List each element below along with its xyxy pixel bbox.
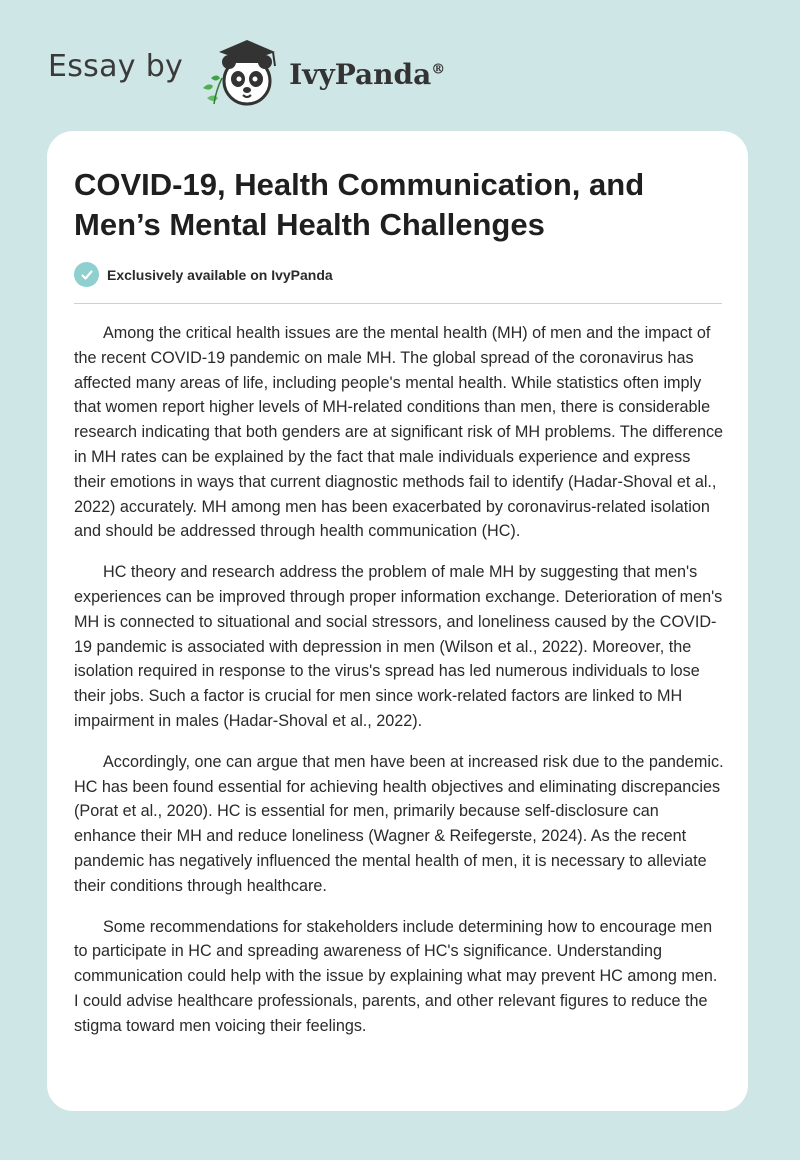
panda-graduate-icon [197, 34, 285, 110]
exclusive-badge [74, 262, 333, 287]
check-icon [74, 262, 99, 287]
registered-mark: ® [431, 61, 446, 78]
brand-prefix: Essay by [48, 48, 184, 84]
essay-title: COVID-19, Health Communication, and Men’s Mental Health Challenges [74, 167, 645, 242]
paragraph: Some recommendations for stakeholders include determining how to encourage men to participate in HC and spreading awareness of HC's significance. Understanding communication could help with the issue by explaining what may prevent HC among men. I could advise healthcare professionals, parents, and other relevant figures to reduce the stigma toward men voicing their feelings. [74, 917, 718, 1035]
paragraph: Accordingly, one can argue that men have been at increased risk due to the pandemic. HC has been found essential for achieving health objectives and eliminating discrepancies (Porat et al., 2020). HC is essential for men, primarily because self-disclosure can enhance their MH and reduce loneliness (Wagner & Reifegerste, 2024). As the recent pandemic has negatively influenced the mental health of men, it is necessary to alleviate their conditions through healthcare. [74, 752, 724, 895]
paragraph: Among the critical health issues are the mental health (MH) of men and the impact of the recent COVID-19 pandemic on male MH. The global spread of the coronavirus has affected many areas of life, including people's mental health. While statistics often imply that women report higher levels of MH-related conditions than men, there is considerable research indicating that both genders are at significant risk of MH problems. The difference in MH rates can be explained by the fact that male individuals experience and express their emotions in ways that current diagnostic methods fail to identify (Hadar-Shoval et al., 2022) accurately. MH among men has been exacerbated by coronavirus-related isolation and should be addressed through health communication (HC). [74, 324, 724, 541]
badge-label: Exclusively available on IvyPanda [107, 266, 333, 283]
site-header [48, 34, 445, 110]
paragraph: HC theory and research address the problem of male MH by suggesting that men's experiences can be improved through proper information exchange. Deterioration of men's MH is connected to situational and social stressors, and loneliness caused by the COVID-19 pandemic is associated with depression in men (Wilson et al., 2022). Moreover, the isolation required in response to the virus's spread has led numerous individuals to lose their jobs. Such a factor is crucial for men since work-related factors are linked to MH impairment in males (Hadar-Shoval et al., 2022). [74, 563, 723, 730]
essay-card [47, 131, 748, 1111]
brand-name: IvyPanda® [289, 57, 446, 91]
essay-body [74, 321, 724, 1055]
divider [74, 303, 722, 304]
